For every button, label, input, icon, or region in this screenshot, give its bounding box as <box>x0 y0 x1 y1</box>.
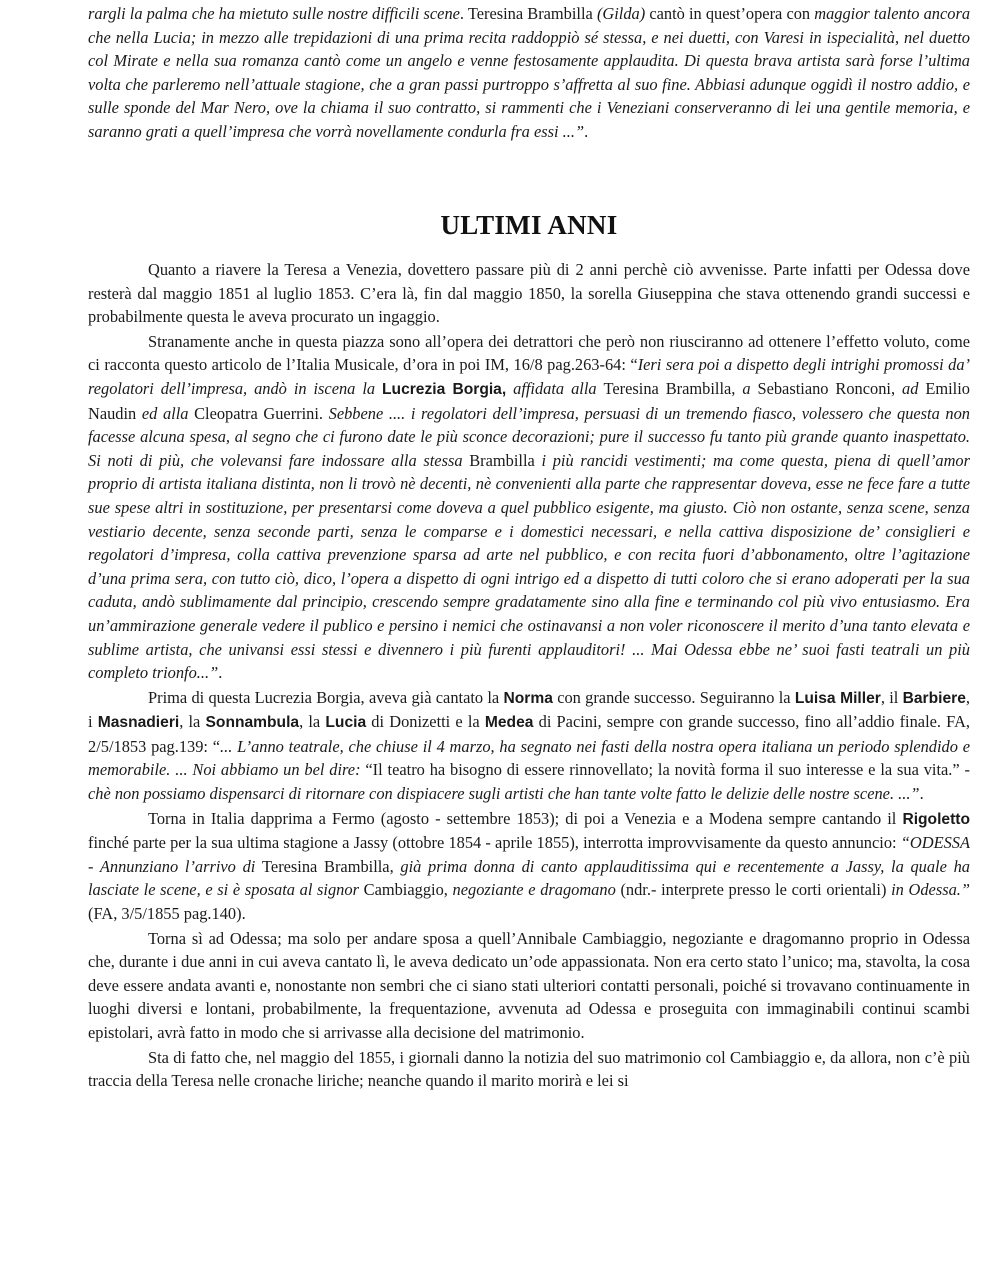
text-run: Stranamente anche in questa piazza sono all’opera dei detrattori che però non riusciranno ad ottenere l’effetto voluto, come ci racconta questo articolo de l’Italia Musicale, d’ora in poi IM, 16/8 pag.263-64: “ <box>88 331 970 375</box>
paragraph-6 <box>88 1046 970 1093</box>
text-run: Brambilla <box>469 450 542 470</box>
text-run: ed alla <box>141 403 195 423</box>
text-run: Rigoletto <box>902 810 970 828</box>
text-run: maggior talento ancora che nella Lucia; in mezzo alle trepidazioni di una prima recita raddoppiò sé stessa, e nei duetti, con Varesi in ispecialità, nel duetto col Mirate e nella sua romanza cantò come un angelo e venne festosamente applaudita. Di questa brava artista sarà forse l’ultima volta che parleremo nell’attuale stagione, che a gran passi purtroppo s’affretta al suo fine. Abbiasi adunque oggidì il nostro addio, e sulle sponde del Mar Nero, ove la chiama il suo contratto, si rammenti che i Veneziani conserveranno di lei una gentile memoria, e saranno grati a quell’impresa che vorrà novellamente condurla fra essi ...” <box>88 4 971 141</box>
text-run: Sebastiano Ronconi, <box>757 378 903 398</box>
text-run: . Teresina Brambilla <box>459 4 597 23</box>
text-run: Prima di questa Lucrezia Borgia, aveva già cantato la <box>148 687 504 707</box>
section-heading-block <box>88 210 970 241</box>
text-run: Cleopatra Guerrini. <box>194 403 329 423</box>
paragraph-3 <box>88 686 970 806</box>
text-run: (FA, 3/5/1855 pag.140). <box>88 904 246 924</box>
section-title: ULTIMI ANNI <box>440 210 618 240</box>
text-run: Sonnambula <box>205 714 300 732</box>
text-run: Lucia <box>325 714 367 732</box>
text-run: Emilio Naudin <box>88 378 970 423</box>
text-run: Sebbene .... i regolatori dell’impresa, persuasi di un tremendo fiasco, volessero che questa non facesse alcuna spesa, al segno che ci furono date le più sconce decorazioni; pure il successo fu tanto più grande quanto inaspettato. Si noti di più, che volevansi fare indossare alla stessa <box>88 403 970 470</box>
text-run: , il <box>880 687 903 707</box>
text-run: “ODESSA - Annunziano l’arrivo di <box>88 833 970 876</box>
text-run: rargli la palma che ha mietuto sulle nostre difficili scene <box>88 4 460 23</box>
paragraph-2 <box>88 330 970 685</box>
text-run: , i <box>88 687 971 732</box>
text-run: Torna in Italia dapprima a Fermo (agosto - settembre 1853); di poi a Venezia e a Modena sempre cantando il <box>148 808 903 828</box>
text-run: Quanto a riavere la Teresa a Venezia, dovettero passare più di 2 anni perchè ciò avvenisse. Parte infatti per Odessa dove resterà dal maggio 1851 al luglio 1853. C’era là, fin dal maggio 1850, la sorella Giuseppina che stava ottenendo grandi successi e probabilmente questa le aveva procurato un ingaggio. <box>88 260 970 327</box>
paragraph-5 <box>88 927 970 1045</box>
text-run: di Donizetti e la <box>366 712 485 732</box>
text-run: in Odessa.” <box>891 880 970 900</box>
text-run: (ndr.- interprete presso le corti orientali) <box>620 880 892 900</box>
text-run: con grande successo. Seguiranno la <box>552 687 795 707</box>
text-run: Teresina Brambilla, <box>262 856 401 876</box>
text-run: Luisa Miller <box>794 689 881 707</box>
text-run: i più rancidi vestimenti; ma come questa, piena di quell’amor proprio di artista italiana distinta, non li trovò nè decenti, nè convenienti alla parte che rappresentar doveva, esse ne fece fare a tutte sue spese altri in sostituzione, per presentarsi come doveva a quel pubblico esigente, ma giusto. Ciò non ostante, senza scene, senza vestiario decente, senza seconde parti, senza le comparse e i domestici necessari, e nella cattiva disposizione de’ consiglieri e regolatori d’impresa, colla cattiva prevenzione sparsa ad arte nel pubblico, e con recita fuori d’abbonamento, oltre l’agitazione d’una prima sera, con tutto ciò, dico, l’opera a dispetto di ogni intrigo ed a dispetto di tutti coloro che si erano adoperati per la sua caduta, andò sublimamente dal principio, crescendo sempre gradatamente sino alla fine e terminando col più vivo entusiasmo. Era un’ammirazione generale vedere il publico e persino i nemici che ostinavansi a non voler riconoscere il merito d’una tanto elevata e sublime artista, che univansi essi stessi e divennero i più furenti applauditori! ... Mai Odessa ebbe ne’ suoi fasti teatrali un più completo trionfo...” <box>88 450 971 683</box>
text-run: ... L’anno teatrale, che chiuse il 4 marzo, ha segnato nei fasti della nostra opera italiana un periodo splendido e memorabile. ... Noi abbiamo un bel dire: <box>88 736 970 780</box>
text-run: Barbiere <box>902 689 966 707</box>
paragraph-4 <box>88 807 970 926</box>
continuation-block <box>88 2 970 145</box>
text-run: Sta di fatto che, nel maggio del 1855, i giornali danno la notizia del suo matrimonio col Cambiaggio e, da allora, non c’è più traccia della Teresa nelle cronache liriche; neanche quando il marito morirà e lei si <box>88 1047 970 1091</box>
text-run: , la <box>299 712 326 732</box>
text-run: . <box>218 663 223 683</box>
text-run: già prima donna di canto applauditissima qui e recentemente a Jassy, la quale ha lasciate le scene, e si è sposata al signor <box>88 856 970 900</box>
text-run: Ieri sera poi a dispetto degli intrighi promossi da’ regolatori dell’impresa, andò in iscena la <box>88 355 970 398</box>
text-run: affidata alla <box>506 378 604 398</box>
text-run: “Il teatro ha bisogno di essere rinnovellato; la novità forma il suo interesse e la sua vita.” <box>365 760 965 780</box>
text-run: . <box>919 784 924 804</box>
text-run: . <box>584 121 589 141</box>
text-run: , la <box>179 712 206 732</box>
text-run: Masnadieri <box>97 714 180 732</box>
text-run: - chè non possiamo dispensarci di ritornare con dispiacere sugli artisti che han tante volte fatto le delizie delle nostre scene. ...” <box>88 760 970 804</box>
text-run: negoziante e dragomano <box>452 880 621 900</box>
text-run: (Gilda) <box>596 4 646 23</box>
paragraph-continued <box>88 2 970 144</box>
text-run: Cambiaggio, <box>363 880 453 900</box>
text-run: di Pacini, sempre con grande successo, fino all’addio finale. FA, 2/5/1853 pag.139: “ <box>88 712 971 756</box>
text-run: Torna sì ad Odessa; ma solo per andare sposa a quell’Annibale Cambiaggio, negoziante e dragomanno proprio in Odessa che, durante i due anni in cui aveva cantato lì, le aveva dedicato un’ode appassionata. Non era certo stato l’unico; ma, stavolta, la cosa deve essere andata avanti e, nonostante non sembri che ci siano stati ulteriori contatti personali, poiché si trovavano continuamente in luoghi diversi e lontani, probabilmente, la frequentazione, avvenuta ad Odessa e proseguita con immaginabili continui scambi epistolari, avrà fatto in modo che si arrivasse alla decisione del matrimonio. <box>88 928 970 1042</box>
text-run: Teresina Brambilla, <box>603 378 743 398</box>
text-run: cantò in quest’opera con <box>645 4 815 23</box>
text-run: a <box>742 378 758 398</box>
paragraph-1 <box>88 258 970 329</box>
section-body <box>88 258 970 1094</box>
text-run: ad <box>902 378 926 398</box>
text-run: finché parte per la sua ultima stagione a Jassy (ottobre 1854 - aprile 1855), interrotta improvvisamente da questo annuncio: <box>88 833 901 853</box>
text-run: Lucrezia Borgia, <box>382 380 507 398</box>
text-run: Norma <box>503 689 553 707</box>
text-run: Medea <box>484 714 534 732</box>
